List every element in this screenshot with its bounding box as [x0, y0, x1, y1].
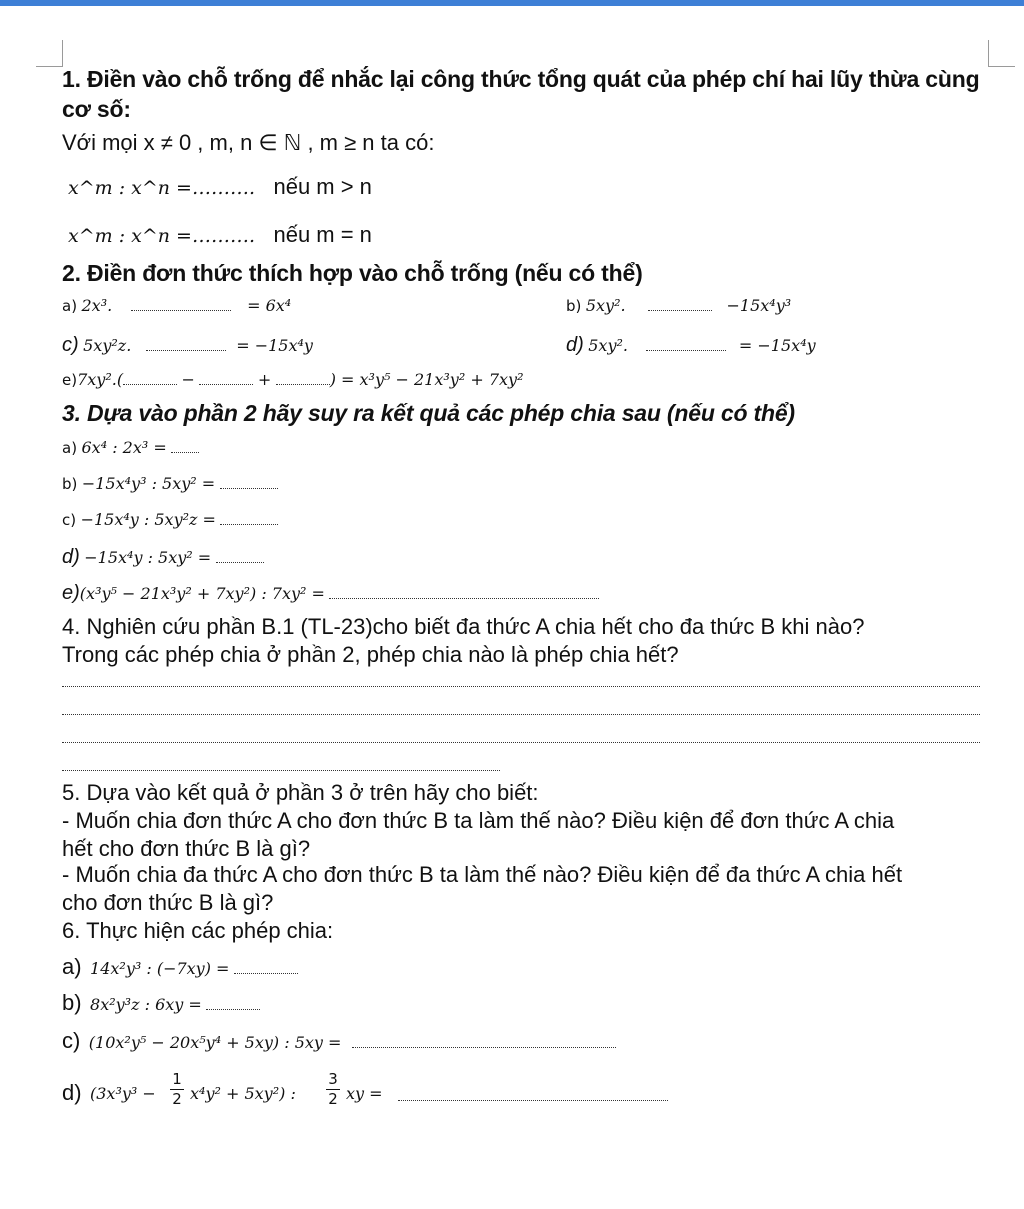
q1-row1-condition: nếu m > n: [273, 174, 372, 199]
q3-item-e: [62, 582, 599, 605]
q3-c-label: c): [62, 511, 77, 529]
q3-heading: 3. Dựa vào phần 2 hãy suy ra kết quả các phép chia sau (nếu có thể): [62, 400, 795, 426]
q5-heading: 5. Dựa vào kết quả ở phần 3 ở trên hãy cho biết:: [62, 780, 539, 805]
q2-d-label: d): [566, 334, 584, 356]
q3-c-blank: [220, 514, 278, 525]
q1-heading: 1. Điền vào chỗ trống để nhắc lại công thức tổng quát của phép chí hai lũy thừa cùng: [62, 66, 980, 92]
q2-heading: 2. Điền đơn thức thích hợp vào chỗ trống (nếu có thể): [62, 260, 643, 286]
q3-a-blank: [171, 442, 199, 453]
q3-b-expr: −15x⁴y³ : 5xy² =: [81, 474, 216, 493]
q2-item-a: [62, 296, 291, 316]
q6-b-label: b): [62, 990, 82, 1015]
q2-b-blank: [648, 300, 712, 311]
q1-row1-expr: x^m : x^n =……….: [68, 177, 256, 199]
q6-c-blank: [352, 1037, 616, 1048]
q6-d-frac2-denominator: 2: [328, 1090, 338, 1108]
q6-d-frac1-numerator: 1: [170, 1070, 184, 1090]
q3-item-a: [62, 438, 199, 458]
q1-row2-expr: x^m : x^n =……….: [68, 225, 256, 247]
q3-a-expr: 6x⁴ : 2x³ =: [81, 438, 167, 457]
q2-d-blank: [646, 340, 726, 351]
q6-a-blank: [234, 963, 298, 974]
q6-item-a: [62, 954, 298, 980]
q4-answer-line-1: [62, 686, 980, 687]
q6-c-label: c): [62, 1028, 81, 1053]
q5-item-1-line-1: - Muốn chia đơn thức A cho đơn thức B ta làm thế nào? Điều kiện để đơn thức A chia: [62, 808, 895, 833]
q2-a-left: 2x³.: [81, 296, 113, 315]
q3-d-label: d): [62, 546, 80, 568]
q6-d-fraction-1: [170, 1070, 184, 1109]
q2-item-e: [62, 370, 523, 390]
q2-c-left: 5xy²z.: [83, 336, 132, 355]
q2-d-right: = −15x⁴y: [738, 336, 816, 355]
q2-b-right: −15x⁴y³: [726, 296, 792, 315]
q2-e-label: e): [62, 371, 78, 389]
q6-c-expr: (10x²y⁵ − 20x⁵y⁴ + 5xy) : 5xy =: [88, 1033, 342, 1052]
q2-item-c: [62, 334, 313, 357]
q3-b-label: b): [62, 475, 78, 493]
q2-e-right: ) = x³y⁵ − 21x³y² + 7xy²: [329, 370, 524, 389]
q2-item-b: [566, 296, 791, 316]
q6-a-expr: 14x²y³ : (−7xy) =: [90, 959, 230, 978]
q2-a-label: a): [62, 297, 78, 315]
q6-item-b: [62, 990, 260, 1016]
q6-b-expr: 8x²y³z : 6xy =: [90, 995, 202, 1014]
q2-e-blank-2: [199, 374, 253, 385]
q4-heading-1: 4. Nghiên cứu phần B.1 (TL-23)cho biết đa thức A chia hết cho đa thức B khi nào?: [62, 614, 865, 639]
q2-b-left: 5xy².: [585, 296, 626, 315]
q3-e-blank: [329, 588, 599, 599]
q2-e-blank-1: [123, 374, 177, 385]
q2-d-left: 5xy².: [588, 336, 628, 355]
q6-d-frac1-denominator: 2: [172, 1090, 182, 1108]
q2-c-blank: [146, 340, 226, 351]
q2-a-blank: [131, 300, 231, 311]
q6-d-fraction-2: [326, 1070, 340, 1109]
q1-heading-cont: cơ số:: [62, 96, 131, 122]
q3-item-b: [62, 474, 278, 494]
q2-e-plus: +: [257, 370, 272, 389]
q2-c-right: = −15x⁴y: [236, 336, 313, 355]
q4-answer-line-4: [62, 770, 500, 771]
q6-b-blank: [206, 999, 260, 1010]
q4-answer-line-2: [62, 714, 980, 715]
page-corner-mark-right: [988, 40, 1015, 67]
q6-d-label: d): [62, 1080, 82, 1105]
q3-item-d: [62, 546, 264, 569]
q3-a-label: a): [62, 439, 78, 457]
q5-item-2-line-1: - Muốn chia đa thức A cho đơn thức B ta làm thế nào? Điều kiện để đa thức A chia hết: [62, 862, 903, 887]
q6-a-label: a): [62, 954, 82, 979]
q1-condition: Với mọi x ≠ 0 , m, n ∈ ℕ , m ≥ n ta có:: [62, 130, 435, 155]
q2-e-left: 7xy².(: [77, 370, 124, 389]
q4-heading-2: Trong các phép chia ở phần 2, phép chia nào là phép chia hết?: [62, 642, 679, 667]
q6-heading: 6. Thực hiện các phép chia:: [62, 918, 334, 943]
q2-e-blank-3: [276, 374, 330, 385]
q6-d-expr-1: (3x³y³ −: [90, 1084, 156, 1103]
q6-item-c: [62, 1028, 616, 1054]
q3-e-expr: (x³y⁵ − 21x³y² + 7xy²) : 7xy² =: [79, 584, 325, 603]
top-accent-bar: [0, 0, 1024, 6]
q3-d-expr: −15x⁴y : 5xy² =: [84, 548, 212, 567]
q1-row2-condition: nếu m = n: [273, 222, 372, 247]
q2-item-d: [566, 334, 816, 357]
q6-d-blank: [398, 1090, 668, 1101]
q3-item-c: [62, 510, 278, 530]
q6-d-expr-2: x⁴y² + 5xy²) :: [190, 1084, 296, 1103]
q1-row2: [68, 222, 372, 248]
page-corner-mark-left: [36, 40, 63, 67]
q2-c-label: c): [62, 334, 79, 356]
q3-b-blank: [220, 478, 278, 489]
q3-c-expr: −15x⁴y : 5xy²z =: [80, 510, 216, 529]
q2-a-right: = 6x⁴: [247, 296, 292, 315]
q2-b-label: b): [566, 297, 582, 315]
q6-d-frac2-numerator: 3: [326, 1070, 340, 1090]
q3-e-label: e): [62, 582, 80, 604]
q3-d-blank: [216, 552, 264, 563]
q5-item-1-line-2: hết cho đơn thức B là gì?: [62, 836, 311, 861]
q2-e-minus: −: [181, 370, 195, 389]
q6-d-expr-3: xy =: [346, 1084, 383, 1103]
q4-answer-line-3: [62, 742, 980, 743]
q1-row1: [68, 174, 372, 200]
q5-item-2-line-2: cho đơn thức B là gì?: [62, 890, 274, 915]
